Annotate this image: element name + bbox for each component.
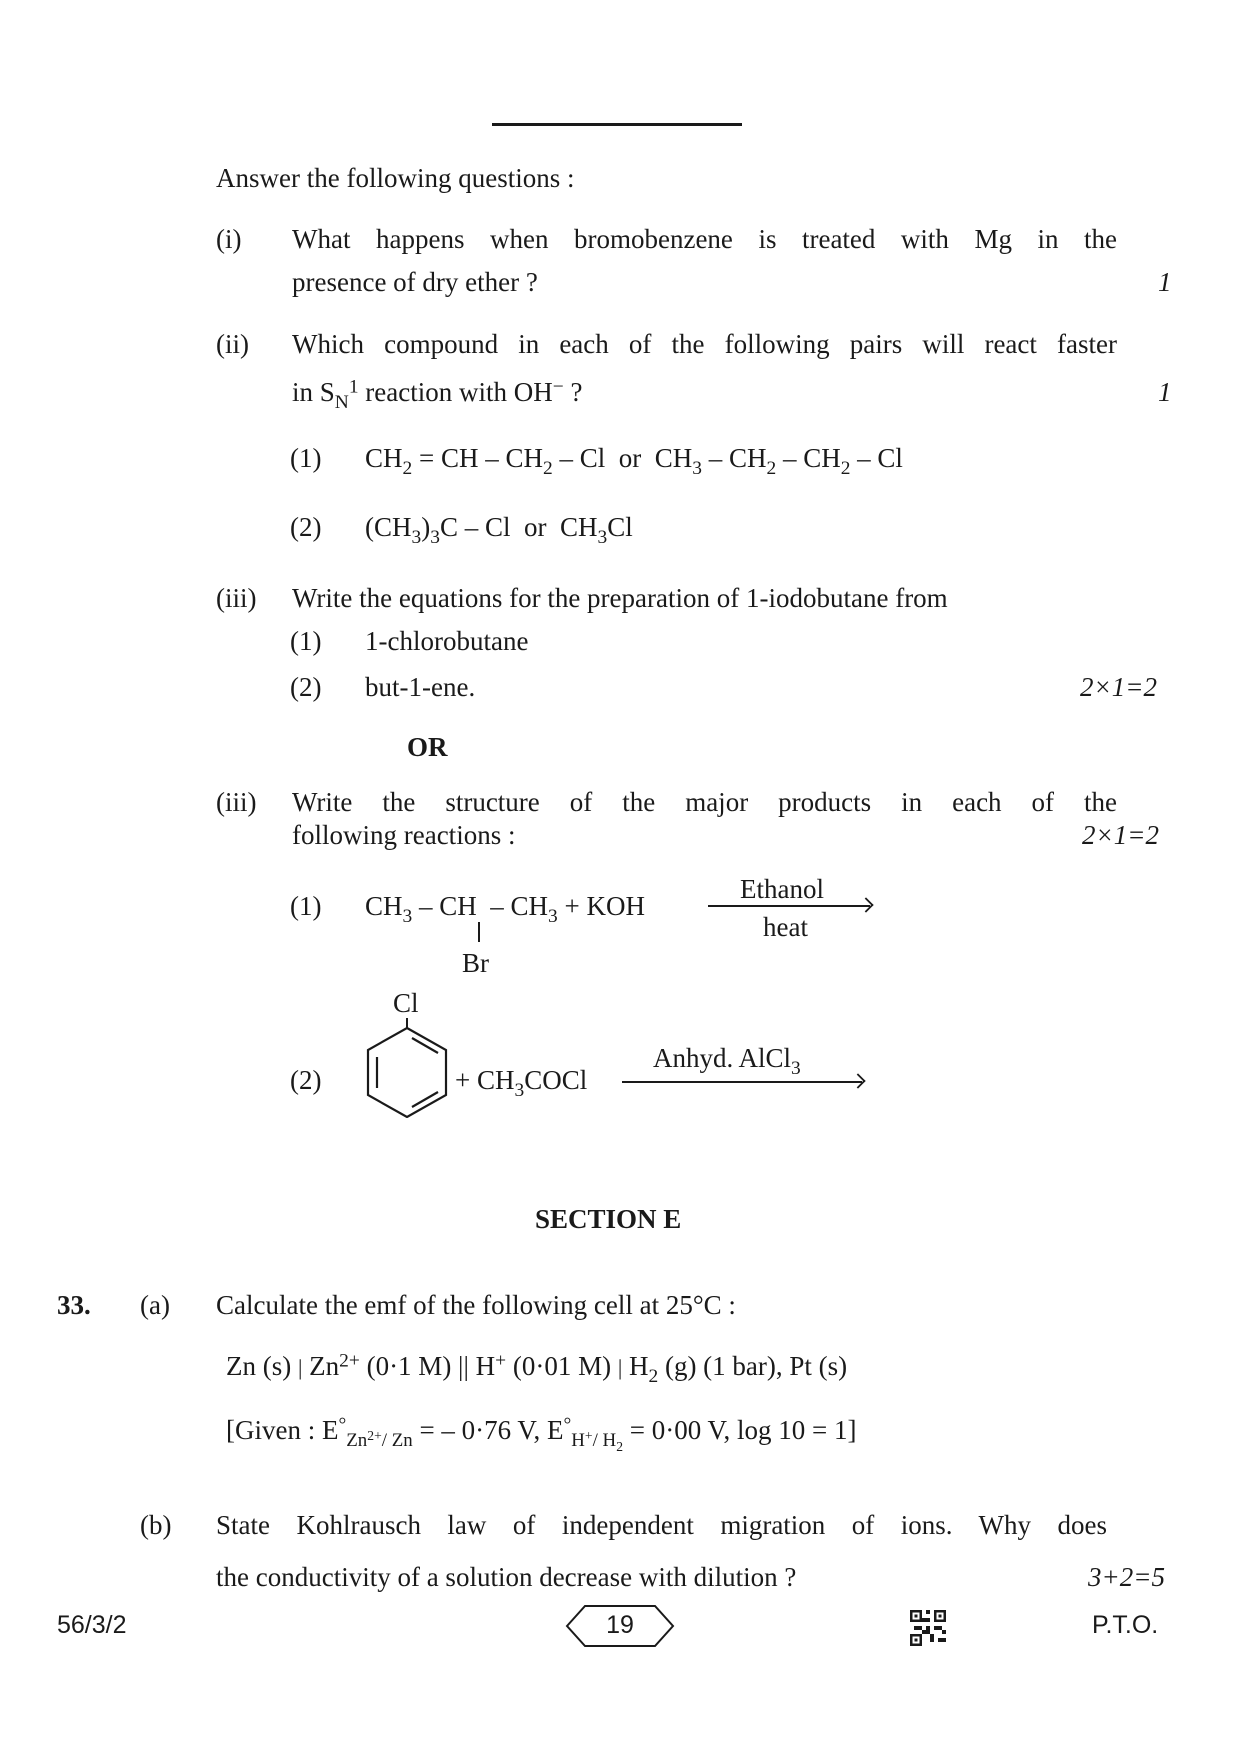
q-ii-marks: 1	[1158, 377, 1172, 407]
reaction1-bond	[478, 922, 480, 942]
q-ii-line1: Which compound in each of the following pairs will react faster	[292, 329, 1117, 359]
pto-label: P.T.O.	[1092, 1611, 1159, 1639]
q-iii-sub2-number: (2)	[290, 672, 322, 702]
q-iii-sub2-text: but-1-ene.	[365, 672, 476, 702]
q-iii-sub1-text: 1-chlorobutane	[365, 626, 529, 656]
q-i-line2: presence of dry ether ?	[292, 267, 538, 297]
qr-code-icon	[910, 1609, 946, 1647]
q33a-label: (a)	[140, 1290, 170, 1320]
q-iii-marks: 2×1=2	[1080, 672, 1157, 702]
q33-marks: 3+2=5	[1088, 1562, 1165, 1592]
reaction2-reagent: + $CH_3COCl$	[455, 1065, 588, 1101]
reaction2-number: (2)	[290, 1065, 322, 1095]
reaction1-condition-top: Ethanol	[740, 874, 824, 904]
q-ii-pair2-number: (2)	[290, 512, 322, 542]
q33-number: 33.	[57, 1290, 91, 1320]
q-ii-pair1-number: (1)	[290, 443, 322, 473]
q33b-line2: the conductivity of a solution decrease with dilution ?	[216, 1562, 797, 1592]
q-i-marks: 1	[1158, 267, 1172, 297]
q-iii-line1: Write the equations for the preparation of 1-iodobutane from	[292, 583, 948, 613]
cell-notation: Zn (s) | $Zn^{2+}$ (0·1 M) || H+ (0·01 M) | $H_2$ (g) (1 bar), Pt (s)	[226, 1350, 848, 1387]
q33b-line1: State Kohlrausch law of independent migration of ions. Why does	[216, 1510, 1107, 1540]
reaction2-chlorine: Cl	[393, 988, 419, 1018]
q-ii-pair2-formula: $(CH_3)_3C$ – Cl or $CH_3Cl$	[365, 512, 633, 548]
reaction1-condition-bottom: heat	[763, 912, 808, 942]
q-iii-alt-number: (iii)	[216, 787, 257, 817]
q-ii-number: (ii)	[216, 329, 249, 359]
intro-text: Answer the following questions :	[216, 163, 575, 193]
q-ii-line2: in $S_N^1$ reaction with OH− ?	[292, 376, 583, 413]
q-iii-alt-line2: following reactions :	[292, 820, 516, 850]
q33a-text: Calculate the emf of the following cell at 25°C :	[216, 1290, 736, 1320]
reaction2-arrow	[622, 1081, 862, 1083]
reaction1-number: (1)	[290, 891, 322, 921]
paper-code: 56/3/2	[57, 1611, 127, 1639]
q-iii-sub1-number: (1)	[290, 626, 322, 656]
q-ii-pair1-formula: $CH_2$ = CH – $CH_2$ – Cl or $CH_3 - CH_2 - CH_2$ – Cl	[365, 443, 903, 479]
q-iii-number: (iii)	[216, 583, 257, 613]
reaction1-reactants: $CH_3$ – CH – $CH_3$ + KOH	[365, 891, 645, 927]
q-i-number: (i)	[216, 224, 242, 254]
reaction2-condition: Anhyd. AlCl$_3$	[653, 1043, 801, 1079]
q-iii-alt-marks: 2×1=2	[1082, 820, 1159, 850]
q-i-line1: What happens when bromobenzene is treated with Mg in the	[292, 224, 1117, 254]
reaction1-bromine: Br	[462, 948, 489, 978]
or-heading: OR	[407, 732, 448, 762]
given-line: [Given : $E^\circ_{Zn^{2+}/ Zn}$ = – 0·76 V, $E^\circ_{H^+/ H_2} = 0\cdot 00$ V, log 10 = 1]	[226, 1414, 857, 1454]
reaction1-arrow	[708, 905, 870, 907]
q-iii-alt-line1: Write the structure of the major products in each of the	[292, 787, 1117, 817]
section-title: SECTION E	[535, 1204, 682, 1234]
q33b-label: (b)	[140, 1510, 172, 1540]
benzene-ring-icon	[355, 1018, 455, 1118]
page-number: 19	[606, 1611, 634, 1639]
top-rule	[492, 123, 742, 126]
